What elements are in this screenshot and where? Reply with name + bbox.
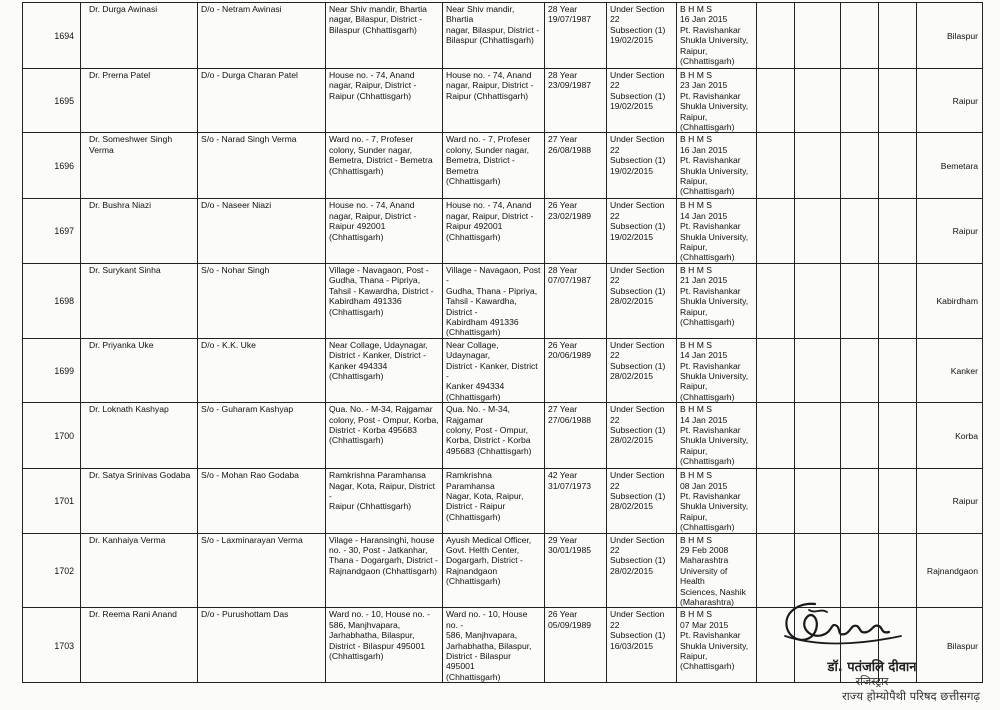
present-address-cell: Ayush Medical Officer, Govt. Helth Center, Dogargarh, District - Rajnandgaon (Chhattisgarh) (443, 533, 545, 608)
empty-cell (795, 263, 841, 338)
empty-cell (879, 133, 917, 199)
empty-cell (757, 133, 795, 199)
doctor-name-cell: Dr. Durga Awinasi (81, 3, 198, 69)
registrar-title: रजिस्ट्रार (855, 675, 889, 688)
empty-cell (841, 69, 879, 133)
empty-cell (841, 263, 879, 338)
age-dob-cell: 26 Year 05/09/1989 (545, 608, 607, 683)
relation-cell: D/o - K.K. Uke (198, 338, 326, 402)
qualification-cell: B H M S 14 Jan 2015 Pt. Ravishankar Shukla University, Raipur, (Chhattisgarh) (677, 403, 757, 469)
present-address-cell: Village - Navagaon, Post - Gudha, Thana - Pipriya, Tahsil - Kawardha, District - Kabirdham 491336 (Chhattisgarh) (443, 263, 545, 338)
table-row (23, 338, 983, 402)
district-cell: Kanker (917, 338, 983, 402)
serial-number-cell: 1697 (23, 199, 81, 263)
empty-cell (757, 3, 795, 69)
age-dob-cell: 29 Year 30/01/1985 (545, 533, 607, 608)
permanent-address-cell: Ward no. - 10, House no. - 586, Manjhvapara, Jarhabhatha, Bilaspur, District - Bilaspur 495001 (Chhattisgarh) (326, 608, 443, 683)
empty-cell (841, 533, 879, 608)
empty-cell (841, 3, 879, 69)
registration-section-cell: Under Section 22 Subsection (1) 28/02/2015 (607, 403, 677, 469)
present-address-cell: Near Shiv mandir, Bhartia nagar, Bilaspur, District - Bilaspur (Chhattisgarh) (443, 3, 545, 69)
empty-cell (757, 69, 795, 133)
relation-cell: S/o - Mohan Rao Godaba (198, 469, 326, 533)
age-dob-cell: 27 Year 26/08/1988 (545, 133, 607, 199)
permanent-address-cell: Village - Navagaon, Post - Gudha, Thana - Pipriya, Tahsil - Kawardha, District - Kabirdham 491336 (Chhattisgarh) (326, 263, 443, 338)
district-cell: Raipur (917, 69, 983, 133)
empty-cell (879, 533, 917, 608)
empty-cell (795, 338, 841, 402)
permanent-address-cell: Vilage - Haransinghi, house no. - 30, Post - Jatkanhar, Thana - Dogargarh, District - Rajnandgaon (Chhattisgarh) (326, 533, 443, 608)
serial-number-cell: 1702 (23, 533, 81, 608)
empty-cell (757, 263, 795, 338)
serial-number-cell: 1701 (23, 469, 81, 533)
permanent-address-cell: Ward no. - 7, Profeser colony, Sunder nagar, Bemetra, District - Bemetra (Chhattisgarh) (326, 133, 443, 199)
doctor-name-cell: Dr. Loknath Kashyap (81, 403, 198, 469)
age-dob-cell: 28 Year 23/09/1987 (545, 69, 607, 133)
doctor-name-cell: Dr. Priyanka Uke (81, 338, 198, 402)
relation-cell: D/o - Naseer Niazi (198, 199, 326, 263)
empty-cell (757, 403, 795, 469)
empty-cell (795, 69, 841, 133)
empty-cell (879, 263, 917, 338)
relation-cell: S/o - Guharam Kashyap (198, 403, 326, 469)
permanent-address-cell: Qua. No. - M-34, Rajgamar colony, Post - Ompur, Korba, District - Korba 495683 (Chhattisgarh) (326, 403, 443, 469)
serial-number-cell: 1695 (23, 69, 81, 133)
qualification-cell: B H M S 08 Jan 2015 Pt. Ravishankar Shukla University, Raipur, (Chhattisgarh) (677, 469, 757, 533)
empty-cell (841, 403, 879, 469)
present-address-cell: House no. - 74, Anand nagar, Raipur, District - Raipur (Chhattisgarh) (443, 69, 545, 133)
serial-number-cell: 1696 (23, 133, 81, 199)
empty-cell (841, 338, 879, 402)
age-dob-cell: 28 Year 19/07/1987 (545, 3, 607, 69)
age-dob-cell: 27 Year 27/06/1988 (545, 403, 607, 469)
signature-scribble-icon (775, 600, 985, 660)
empty-cell (757, 533, 795, 608)
district-cell: Bilaspur (917, 3, 983, 69)
table-row (23, 403, 983, 469)
qualification-cell: B H M S 14 Jan 2015 Pt. Ravishankar Shukla University, Raipur, (Chhattisgarh) (677, 199, 757, 263)
empty-cell (757, 199, 795, 263)
empty-cell (841, 199, 879, 263)
present-address-cell: House no. - 74, Anand nagar, Raipur, District - Raipur 492001 (Chhattisgarh) (443, 199, 545, 263)
empty-cell (841, 469, 879, 533)
present-address-cell: Ramkrishna Paramhansa Nagar, Kota, Raipur, District - Raipur (Chhattisgarh) (443, 469, 545, 533)
empty-cell (757, 338, 795, 402)
permanent-address-cell: Near Shiv mandir, Bhartia nagar, Bilaspur, District - Bilaspur (Chhattisgarh) (326, 3, 443, 69)
registration-section-cell: Under Section 22 Subsection (1) 28/02/2015 (607, 338, 677, 402)
qualification-cell: B H M S 21 Jan 2015 Pt. Ravishankar Shukla University, Raipur, (Chhattisgarh) (677, 263, 757, 338)
qualification-cell: B H M S 14 Jan 2015 Pt. Ravishankar Shukla University, Raipur, (Chhattisgarh) (677, 338, 757, 402)
serial-number-cell: 1699 (23, 338, 81, 402)
doctor-name-cell: Dr. Surykant Sinha (81, 263, 198, 338)
registration-section-cell: Under Section 22 Subsection (1) 19/02/2015 (607, 3, 677, 69)
registration-section-cell: Under Section 22 Subsection (1) 19/02/2015 (607, 199, 677, 263)
empty-cell (795, 133, 841, 199)
present-address-cell: Ward no. - 10, House no. - 586, Manjhvapara, Jarhabhatha, Bilaspur, District - Bilaspur 495001 (Chhattisgarh) (443, 608, 545, 683)
empty-cell (795, 3, 841, 69)
qualification-cell: B H M S 16 Jan 2015 Pt. Ravishankar Shukla University, Raipur, (Chhattisgarh) (677, 3, 757, 69)
empty-cell (879, 338, 917, 402)
serial-number-cell: 1698 (23, 263, 81, 338)
empty-cell (879, 3, 917, 69)
empty-cell (879, 199, 917, 263)
empty-cell (795, 469, 841, 533)
doctor-name-cell: Dr. Satya Srinivas Godaba (81, 469, 198, 533)
registration-section-cell: Under Section 22 Subsection (1) 19/02/2015 (607, 69, 677, 133)
doctor-name-cell: Dr. Reema Rani Anand (81, 608, 198, 683)
district-cell: Raipur (917, 469, 983, 533)
empty-cell (795, 533, 841, 608)
district-cell: Korba (917, 403, 983, 469)
qualification-cell: B H M S 16 Jan 2015 Pt. Ravishankar Shukla University, Raipur, (Chhattisgarh) (677, 133, 757, 199)
serial-number-cell: 1700 (23, 403, 81, 469)
empty-cell (879, 69, 917, 133)
qualification-cell: B H M S 07 Mar 2015 Pt. Ravishankar Shukla University, Raipur, (Chhattisgarh) (677, 608, 757, 683)
relation-cell: S/o - Laxminarayan Verma (198, 533, 326, 608)
doctor-name-cell: Dr. Prerna Patel (81, 69, 198, 133)
doctor-name-cell: Dr. Bushra Niazi (81, 199, 198, 263)
present-address-cell: Qua. No. - M-34, Rajgamar colony, Post - Ompur, Korba, District - Korba 495683 (Chhattisgarh) (443, 403, 545, 469)
relation-cell: D/o - Purushottam Das (198, 608, 326, 683)
registration-table (22, 2, 983, 683)
empty-cell (879, 403, 917, 469)
age-dob-cell: 42 Year 31/07/1973 (545, 469, 607, 533)
empty-cell (841, 133, 879, 199)
registration-section-cell: Under Section 22 Subsection (1) 28/02/2015 (607, 469, 677, 533)
serial-number-cell: 1703 (23, 608, 81, 683)
table-row (23, 469, 983, 533)
relation-cell: S/o - Narad Singh Verma (198, 133, 326, 199)
serial-number-cell: 1694 (23, 3, 81, 69)
age-dob-cell: 28 Year 07/07/1987 (545, 263, 607, 338)
age-dob-cell: 26 Year 20/06/1989 (545, 338, 607, 402)
district-cell: Raipur (917, 199, 983, 263)
registrar-name: डॉ. पतंजलि दीवान (827, 660, 917, 675)
table-row (23, 69, 983, 133)
table-row (23, 3, 983, 69)
table-row (23, 133, 983, 199)
district-cell: Bemetara (917, 133, 983, 199)
qualification-cell: B H M S 29 Feb 2008 Maharashtra University of Health Sciences, Nashik (Maharashtra) (677, 533, 757, 608)
table-row (23, 263, 983, 338)
council-name: राज्य होम्योपैथी परिषद छत्तीसगढ़ (842, 689, 980, 703)
district-cell: Rajnandgaon (917, 533, 983, 608)
permanent-address-cell: House no. - 74, Anand nagar, Raipur, District - Raipur (Chhattisgarh) (326, 69, 443, 133)
district-cell: Kabirdham (917, 263, 983, 338)
registration-section-cell: Under Section 22 Subsection (1) 28/02/2015 (607, 533, 677, 608)
table-row (23, 199, 983, 263)
relation-cell: D/o - Durga Charan Patel (198, 69, 326, 133)
qualification-cell: B H M S 23 Jan 2015 Pt. Ravishankar Shukla University, Raipur, (Chhattisgarh) (677, 69, 757, 133)
present-address-cell: Near Collage, Udaynagar, District - Kanker, District - Kanker 494334 (Chhattisgarh) (443, 338, 545, 402)
relation-cell: S/o - Nohar Singh (198, 263, 326, 338)
registration-section-cell: Under Section 22 Subsection (1) 16/03/2015 (607, 608, 677, 683)
permanent-address-cell: Ramkrishna Paramhansa Nagar, Kota, Raipur, District - Raipur (Chhattisgarh) (326, 469, 443, 533)
doctor-name-cell: Dr. Someshwer Singh Verma (81, 133, 198, 199)
table-row (23, 533, 983, 608)
permanent-address-cell: House no. - 74, Anand nagar, Raipur, District - Raipur 492001 (Chhattisgarh) (326, 199, 443, 263)
relation-cell: D/o - Netram Awinasi (198, 3, 326, 69)
district-cell: Bilaspur (917, 608, 983, 683)
doctor-name-cell: Dr. Kanhaiya Verma (81, 533, 198, 608)
registration-section-cell: Under Section 22 Subsection (1) 28/02/2015 (607, 263, 677, 338)
empty-cell (795, 199, 841, 263)
empty-cell (795, 403, 841, 469)
age-dob-cell: 26 Year 23/02/1989 (545, 199, 607, 263)
present-address-cell: Ward no. - 7, Profeser colony, Sunder nagar, Bemetra, District - Bemetra (Chhattisgarh) (443, 133, 545, 199)
empty-cell (757, 469, 795, 533)
empty-cell (879, 469, 917, 533)
registration-section-cell: Under Section 22 Subsection (1) 19/02/2015 (607, 133, 677, 199)
table-body (23, 3, 983, 683)
permanent-address-cell: Near Collage, Udaynagar, District - Kanker, District - Kanker 494334 (Chhattisgarh) (326, 338, 443, 402)
